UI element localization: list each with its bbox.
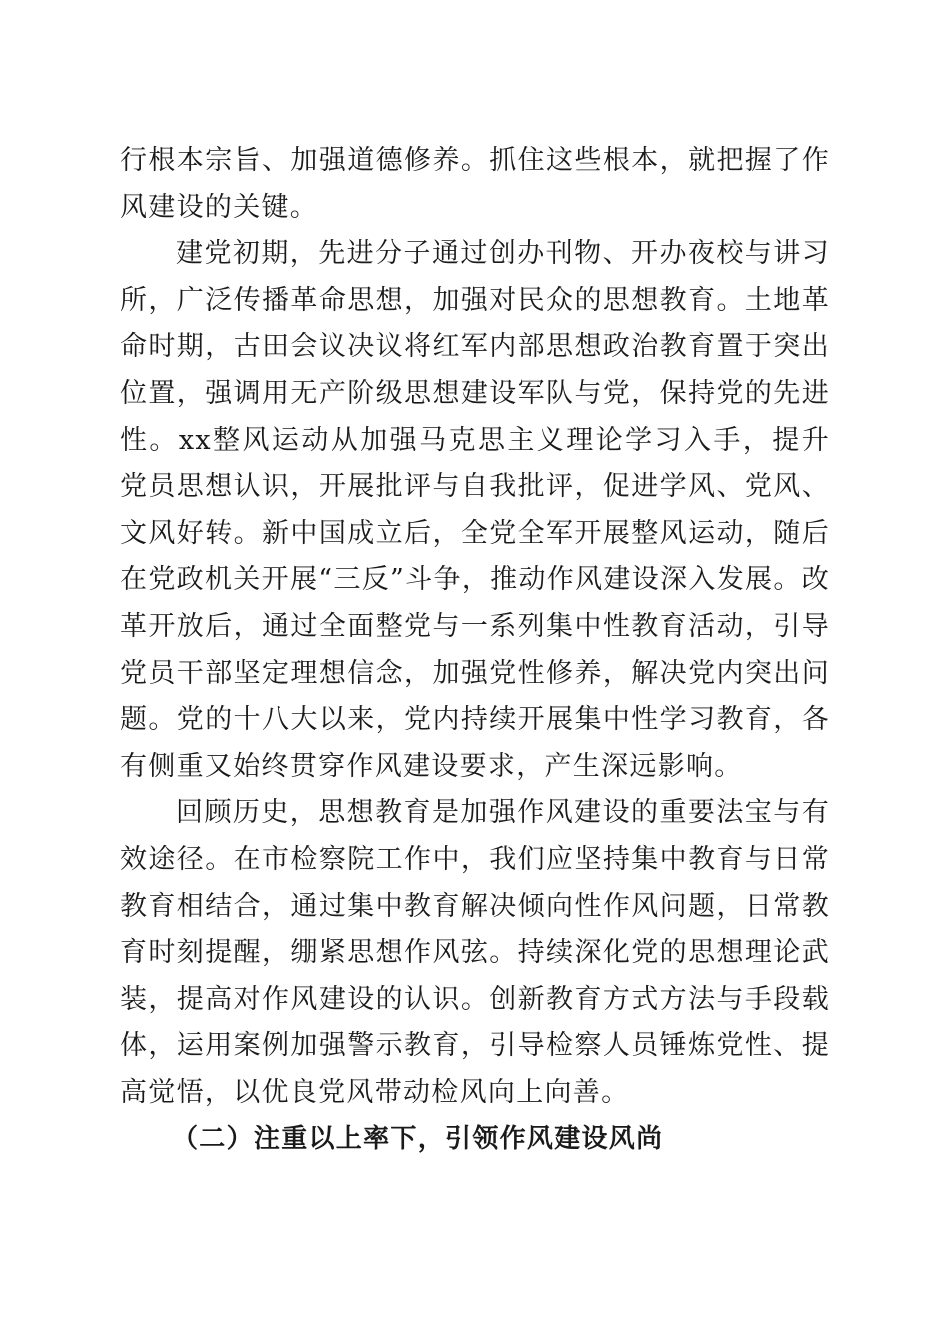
section-heading: （二）注重以上率下，引领作风建设风尚: [172, 1124, 664, 1155]
paragraph-party-history: 建党初期，先进分子通过创办刊物、开办夜校与讲习所，广泛传播革命思想，加强对民众的思想教育。土地革命时期，古田会议决议将红军内部思想政治教育置于突出位置，强调用无产阶级思想建设军队与党，保持党的先进性。xx整风运动从加强马克思主义理论学习入手，提升党员思想认识，开展批评与自我批评，促进学风、党风、文风好转。新中国成立后，全党全军开展整风运动，随后在党政机关开展“三反”斗争，推动作风建设深入发展。改革开放后，通过全面整党与一系列集中性教育活动，引导党员干部坚定理想信念，加强党性修养，解决党内突出问题。党的十八大以来，党内持续开展集中性学习教育，各有侧重又始终贯穿作风建设要求，产生深远影响。: [120, 238, 830, 782]
paragraph-continued: 行根本宗旨、加强道德修养。抓住这些根本，就把握了作风建设的关键。: [120, 145, 830, 223]
paragraph-review: 回顾历史，思想教育是加强作风建设的重要法宝与有效途径。在市检察院工作中，我们应坚持集中教育与日常教育相结合，通过集中教育解决倾向性作风问题，日常教育时刻提醒，绷紧思想作风弦。持续深化党的思想理论武装，提高对作风建设的认识。创新教育方式方法与手段载体，运用案例加强警示教育，引导检察人员锤炼党性、提高觉悟，以优良党风带动检风向上向善。: [120, 797, 830, 1108]
document-body: [120, 138, 830, 1163]
